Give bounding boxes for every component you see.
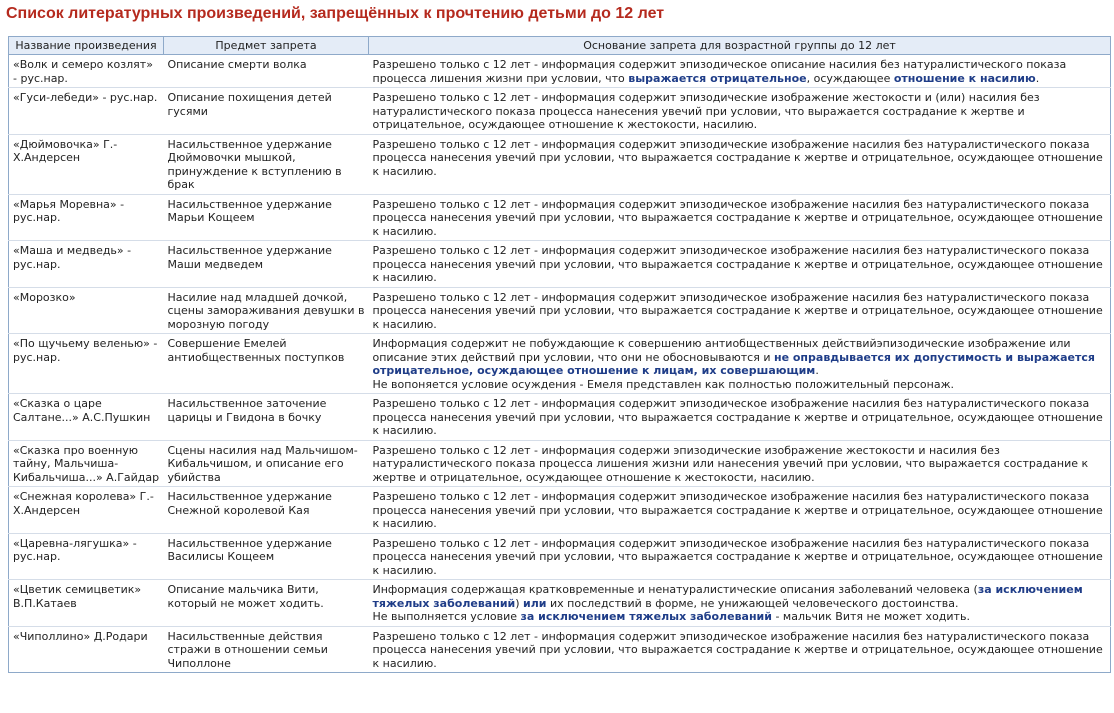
ban-subject-cell: Насильственные действия стражи в отношении семьи Чиполлоне: [164, 626, 369, 673]
reason-text: Разрешено только с 12 лет - информация содержит эпизодическое изображение насилия без натуралистического показа процесса нанесения увечий при условии, что выражается сострадание к жертве и отрицательное, осуждающее отношение к насилию.: [372, 536, 1103, 577]
ban-subject-cell: Насильственное удержание Марьи Кощеем: [164, 194, 369, 241]
column-header-work: Название произведения: [9, 37, 164, 55]
work-title-cell: «Дюймовочка» Г.-Х.Андерсен: [9, 134, 164, 194]
banned-works-table: [8, 36, 1111, 673]
highlighted-phrase: выражается отрицательное: [628, 71, 807, 85]
table-row: [9, 194, 1111, 241]
table-header-row: [9, 37, 1111, 55]
ban-reason-cell: [369, 334, 1111, 394]
work-title-cell: «Чиполлино» Д.Родари: [9, 626, 164, 673]
reason-text: Разрешено только с 12 лет - информация содержит эпизодическое изображение насилия без натуралистического показа процесса нанесения увечий при условии, что выражается сострадание к жертве и отрицательное, осуждающее отношение к насилию.: [372, 197, 1103, 238]
reason-text: Не вопоняется условие осуждения - Емеля представлен как полностью положительный персонаж.: [372, 377, 955, 391]
work-title-cell: «Сказка о царе Салтане...» А.С.Пушкин: [9, 394, 164, 441]
table-row: [9, 334, 1111, 394]
work-title-cell: «Царевна-лягушка» - рус.нар.: [9, 533, 164, 580]
ban-subject-cell: Насильственное удержание Дюймовочки мышкой, принуждение к вступлению в брак: [164, 134, 369, 194]
reason-text: Информация содержащая кратковременные и ненатуралистические описания заболеваний человека (: [372, 583, 978, 596]
ban-reason-cell: [369, 287, 1111, 334]
reason-text: Информация содержит не побуждающие к совершению антиобщественных действийэпизодические изображение или описание этих действий при условии, что они не обосновываются и: [372, 337, 1071, 364]
table-row: [9, 394, 1111, 441]
column-header-reason: Основание запрета для возрастной группы до 12 лет: [369, 37, 1111, 55]
table-row: [9, 626, 1111, 673]
work-title-cell: «Марья Моревна» - рус.нар.: [9, 194, 164, 241]
reason-text: Разрешено только с 12 лет - информация содержит эпизодические изображение жестокости и (или) насилия без натуралистического показа процесса нанесения увечий при условии, что выражается сострадание к жертве и отрицательное, осуждающее отношение к жестокости, насилию.: [372, 91, 1040, 131]
reason-text: ): [515, 596, 524, 610]
reason-text: их последствий в форме, не унижающей человеческого достоинства. Не выполняется условие: [372, 596, 959, 623]
ban-subject-cell: Описание похищения детей гусями: [164, 88, 369, 135]
work-title-cell: «Снежная королева» Г.-Х.Андерсен: [9, 487, 164, 534]
ban-reason-cell: [369, 626, 1111, 673]
ban-subject-cell: Описание смерти волка: [164, 55, 369, 88]
page-title: Список литературных произведений, запрещённых к прочтению детьми до 12 лет: [6, 5, 665, 22]
table-row: [9, 487, 1111, 534]
highlighted-phrase: за исключением тяжелых заболеваний: [372, 583, 1083, 610]
ban-reason-cell: [369, 394, 1111, 441]
reason-text: Разрешено только с 12 лет - информация содержит эпизодическое изображение насилия без натуралистического показа процесса нанесения увечий при условии, что выражается сострадание к жертве и отрицательное, осуждающее отношение к насилию.: [372, 290, 1103, 331]
table-row: [9, 580, 1111, 627]
ban-subject-cell: Насильственное удержание Маши медведем: [164, 241, 369, 288]
work-title-cell: «По щучьему веленью» - рус.нар.: [9, 334, 164, 394]
ban-reason-cell: [369, 88, 1111, 135]
ban-reason-cell: [369, 241, 1111, 288]
reason-text: Разрешено только с 12 лет - информация содержит эпизодическое изображение насилия без натуралистического показа процесса нанесения увечий при условии, что выражается сострадание к жертве и отрицательное, осуждающее отношение к насилию.: [372, 397, 1103, 437]
table-body: [9, 55, 1111, 673]
table-row: [9, 88, 1111, 135]
table-row: [9, 241, 1111, 288]
reason-text: Разрешено только с 12 лет - информация содержит эпизодическое изображение насилия без натуралистического показа процесса нанесения увечий при условии, что выражается сострадание к жертве и отрицательное, осуждающее отношение к насилию.: [372, 629, 1103, 670]
table-row: [9, 55, 1111, 88]
ban-subject-cell: Насилие над младшей дочкой, сцены замораживания девушки в морозную погоду: [164, 287, 369, 334]
table-row: [9, 134, 1111, 194]
work-title-cell: «Сказка про военную тайну, Мальчиша-Кибальчиша...» А.Гайдар: [9, 440, 164, 487]
work-title-cell: «Маша и медведь» - рус.нар.: [9, 241, 164, 288]
highlighted-phrase: или: [523, 596, 547, 610]
ban-subject-cell: Насильственное удержание Василисы Кощеем: [164, 533, 369, 580]
table-row: [9, 287, 1111, 334]
ban-reason-cell: [369, 533, 1111, 580]
work-title-cell: «Волк и семеро козлят» - рус.нар.: [9, 55, 164, 88]
reason-text: Разрешено только с 12 лет - информация содержи эпизодические изображение жестокости и насилия без натуралистического показа процесса лишения жизни или нанесения увечий при условии, что выражается сострадание к жертве и отрицательное, осуждающее отношение к жестокости, насилию.: [372, 443, 1089, 484]
ban-reason-cell: [369, 580, 1111, 627]
ban-reason-cell: [369, 134, 1111, 194]
ban-subject-cell: Насильственное удержание Снежной королевой Кая: [164, 487, 369, 534]
highlighted-phrase: отношение к насилию: [893, 71, 1036, 85]
table-row: [9, 440, 1111, 487]
reason-text: Разрешено только с 12 лет - информация содержит эпизодические изображение насилия без натуралистического показа процесса нанесения увечий при условии, что выражается сострадание к жертве и отрицательное, осуждающее отношение к насилию.: [372, 137, 1103, 178]
ban-reason-cell: [369, 55, 1111, 88]
ban-reason-cell: [369, 440, 1111, 487]
reason-text: , осуждающее: [806, 71, 894, 85]
reason-text: Разрешено только с 12 лет - информация содержит эпизодическое изображение насилия без натуралистического показа процесса нанесения увечий при условии, что выражается сострадание к жертве и отрицательное, осуждающее отношение к насилию.: [372, 244, 1103, 284]
work-title-cell: «Морозко»: [9, 287, 164, 334]
table-row: [9, 533, 1111, 580]
work-title-cell: «Цветик семицветик» В.П.Катаев: [9, 580, 164, 627]
reason-text: .: [815, 364, 819, 377]
ban-reason-cell: [369, 194, 1111, 241]
reason-text: .: [1035, 71, 1040, 85]
ban-subject-cell: Совершение Емелей антиобщественных поступков: [164, 334, 369, 394]
reason-text: - мальчик Витя не может ходить.: [771, 610, 970, 623]
column-header-subject: Предмет запрета: [164, 37, 369, 55]
ban-reason-cell: [369, 487, 1111, 534]
ban-subject-cell: Описание мальчика Вити, который не может ходить.: [164, 580, 369, 627]
highlighted-phrase: за исключением тяжелых заболеваний: [520, 610, 772, 623]
highlighted-phrase: не оправдывается их допустимость и выражается отрицательное, осуждающее отношение к лицам, их совершающим: [372, 350, 1095, 377]
ban-subject-cell: Сцены насилия над Мальчишом-Кибальчишом, и описание его убийства: [164, 440, 369, 487]
reason-text: Разрешено только с 12 лет - информация содержит эпизодическое описание насилия без натуралистического показа процесса лишения жизни при условии, что: [372, 58, 1067, 85]
reason-text: Разрешено только с 12 лет - информация содержит эпизодическое изображение насилия без натуралистического показа процесса нанесения увечий при условии, что выражается сострадание к жертве и отрицательное, осуждающее отношение к насилию.: [372, 490, 1103, 530]
ban-subject-cell: Насильственное заточение царицы и Гвидона в бочку: [164, 394, 369, 441]
work-title-cell: «Гуси-лебеди» - рус.нар.: [9, 88, 164, 135]
